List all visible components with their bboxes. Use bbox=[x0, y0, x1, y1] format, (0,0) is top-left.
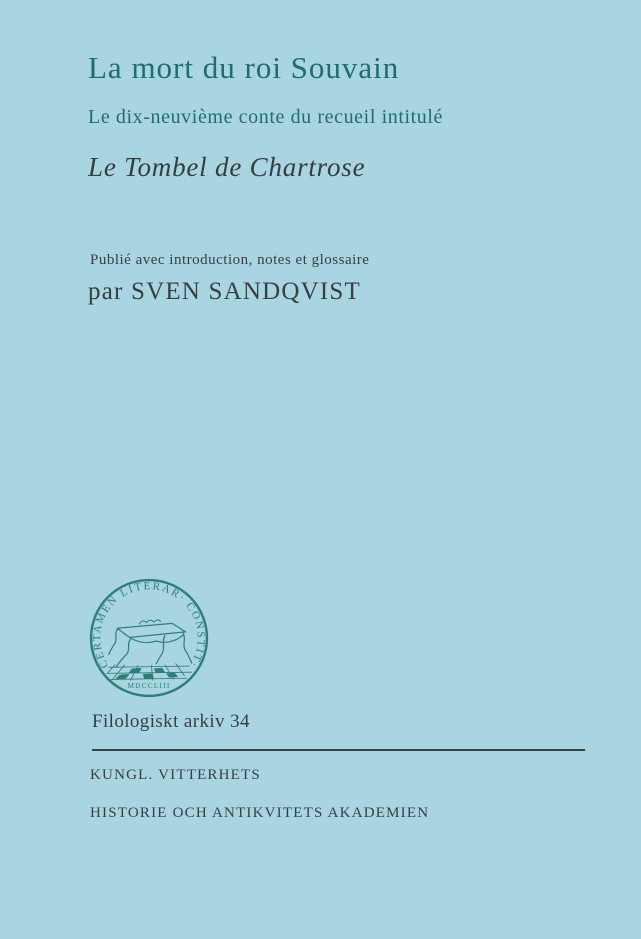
book-title: La mort du roi Souvain bbox=[88, 50, 400, 85]
work-title: Le Tombel de Chartrose bbox=[88, 152, 366, 182]
book-subtitle: Le dix-neuvième conte du recueil intitulé bbox=[88, 106, 444, 128]
series-label: Filologiskt arkiv 34 bbox=[92, 711, 250, 732]
publisher-line-2: HISTORIE OCH ANTIKVITETS AKADEMIEN bbox=[90, 805, 430, 821]
author-line: par SVEN SANDQVIST bbox=[88, 278, 361, 305]
academy-seal-icon bbox=[88, 577, 210, 699]
publisher-line-1: KUNGL. VITTERHETS bbox=[90, 767, 261, 783]
seal-year: MDCCLIII bbox=[127, 681, 171, 691]
publication-note: Publié avec introduction, notes et glossaire bbox=[90, 252, 370, 268]
seal-ring-text: CERTAMEN LITERAR· CONSTIT· bbox=[91, 580, 207, 671]
seal-table-illustration bbox=[106, 620, 191, 680]
divider-rule bbox=[92, 749, 585, 751]
